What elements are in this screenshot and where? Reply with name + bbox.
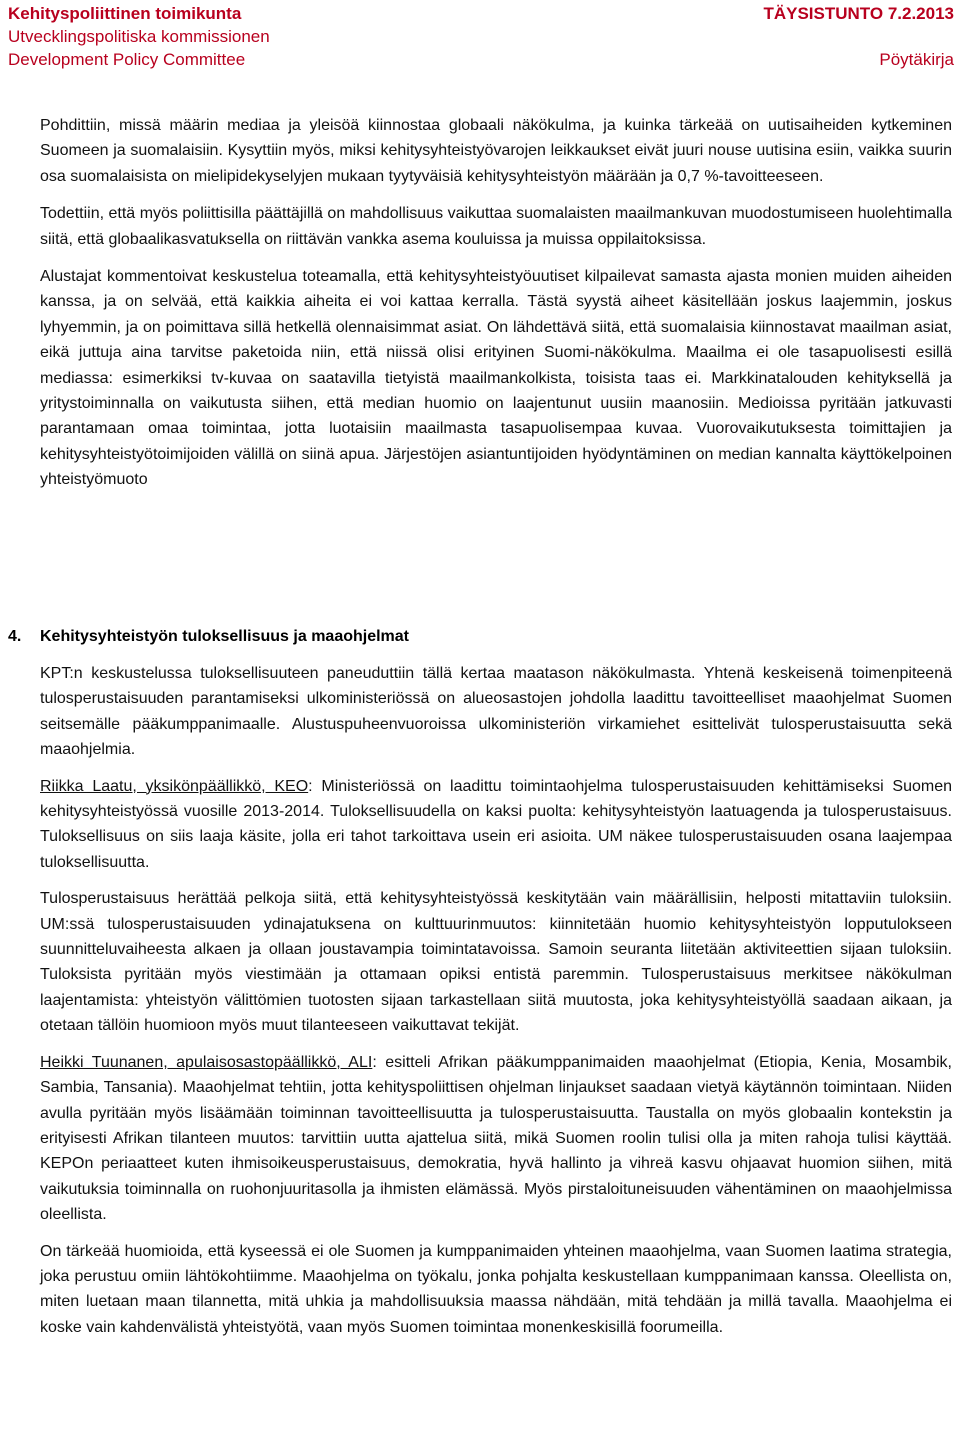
paragraph-text: : esitteli Afrikan pääkumppanimaiden maaohjelmat (Etiopia, Kenia, Mosambik, Sambia, Tansania). Maaohjelmat tehtiin, jotta kehityspoliittisen ohjelman linjaukset saadaan vietyä käytännön toimintaan. Niiden avulla pyritään myös lisäämään toiminnan tavoitteellisuutta ja tulosperustaisuutta. Taustalla on myös globaalin kontekstin ja erityisesti Afrikan tilanteen muutos: tarvittiin uutta ajattelua siitä, mikä Suomen roolin tulisi olla ja miten rahoja tulisi käyttää. KEPOn periaatteet kuten ihmisoikeusperustaisuus, demokratia, hyvä hallinto ja vihreä kasvu ohjaavat huomion siihen, mitä vaikutuksia toiminnalla on ruohonjuuritasolla ja ihmisten elämässä. Myös pirstaloituneisuuden vähentäminen on maaohjelmissa oleellista. (40, 1053, 953, 1224)
paragraph (40, 774, 952, 876)
org-name-en: Development Policy Committee (8, 50, 246, 69)
paragraph-text: KPT:n keskustelussa tuloksellisuuteen paneuduttiin tällä kertaa maatason näkökulmasta. Yhtenä keskeisenä toimenpiteenä tulosperustaisuuden parantamiseksi ulkoministeriössä on alueosastojen johdolla laadittu tavoitteelliset maaohjelmat Suomen seitsemälle pääkumppanimaalle. Alustuspuheenvuoroissa ulkoministeriön virkamiehet esittelivät tulosperustaisuutta sekä maaohjelmia. (40, 665, 952, 759)
section-body (40, 661, 952, 1351)
paragraph (40, 1239, 952, 1341)
document-type: Pöytäkirja (879, 50, 954, 69)
section-number: 4. (8, 628, 22, 645)
paragraph: Alustajat kommentoivat keskustelua toteamalla, että kehitysyhteistyöuutiset kilpailevat samasta ajasta monien muiden aiheiden kanssa, ja on selvää, että kaikkia aiheita ei voi kattaa kerralla. Tästä syystä aiheet käsitellään joskus laajemmin, joskus lyhyemmin, ja on poimittava sillä hetkellä olennaisimmat asiat. On lähdettävä siitä, että suomalaisia kiinnostavat maailman asiat, eikä juttuja aina tarvitse paketoida niin, että niissä olisi erityinen Suomi-näkökulma. Maailma ei ole tasapuolisesti esillä mediassa: esimerkiksi tv-kuvaa on saatavilla tietyistä maailmankolkista, toisista taas ei. Markkinatalouden kehityksellä ja yritystoiminnalla on vaikutusta siihen, että median huomio on laajentunut uusiin maanosiin. Medioissa pyritään jatkuvasti parantamaan omaa toimintaa, jotta luotaisiin maailmasta tasapuolisempaa kuvaa. Vuorovaikutuksesta toimittajien ja kehitysyhteistyötoimijoiden välillä on siinä apua. Järjestöjen asiantuntijoiden hyödyntäminen on median kannalta käyttökelpoinen yhteistyömuoto (40, 268, 952, 489)
header-row-1 (8, 2, 954, 25)
meeting-title: TÄYSISTUNTO 7.2.2013 (763, 4, 954, 23)
body-text (40, 113, 952, 505)
paragraph (40, 661, 952, 763)
paragraph-text: Tulosperustaisuus herättää pelkoja siitä, että kehitysyhteistyössä keskitytään vain määrällisiin, helposti mitattaviin tuloksiin. UM:ssä tulosperustaisuuden ydinajatuksena on kulttuurinmuutos: kiinnitetään huomio kehitysyhteistyön lopputulokseen suunnitteluvaiheesta alkaen ja ollaan joustavampia toimintatavoissa. Samoin seuranta liitetään aktiviteettien sijaan tuloksiin. Tuloksista pyritään myös viestimään ja ottamaan opiksi entistä paremmin. Tulosperustaisuus merkitsee näkökulman laajentamista: yhteistyön välittömien tuotosten sijaan tarkastellaan siitä muutosta, joka kehitysyhteistyöllä saadaan aikaan, ja otetaan tällöin huomioon myös muut tilanteeseen vaikuttavat tekijät. (40, 890, 952, 1035)
header-row-2 (8, 25, 954, 48)
paragraph: Todettiin, että myös poliittisilla päättäjillä on mahdollisuus vaikuttaa suomalaisten maailmankuvan muodostumiseen huolehtimalla siitä, että globaalikasvatuksella on riittävän vankka asema kouluissa ja muissa oppilaitoksissa. (40, 205, 952, 248)
org-name-fi: Kehityspoliittinen toimikunta (8, 4, 242, 23)
paragraph (40, 1050, 952, 1228)
paragraph: Pohdittiin, missä määrin mediaa ja yleisöä kiinnostaa globaali näkökulma, ja kuinka tärkeää on uutisaiheiden kytkeminen Suomeen ja suomalaisiin. Kysyttiin myös, miksi kehitysyhteistyövarojen leikkaukset eivät juuri nouse uutisina esiin, vaikka suurin osa suomalaisista on mielipidekyselyjen mukaan tyytyväisiä kehitysyhteistyön määrään ja 0,7 %-tavoitteeseen. (40, 117, 952, 185)
paragraph-text: : Ministeriössä on laadittu toimintaohjelma tulosperustaisuuden kehittämiseksi Suomen kehitysyhteistyössä vuosille 2013-2014. Tuloksellisuudella on kaksi puolta: kehitysyhteistyön laatuagenda ja tulosperustaisuus. Tuloksellisuus on siis laaja käsite, jolla eri tahot tarkoittava usein eri asioita. UM näkee tulosperustaisuuden osana laajempaa tuloksellisuutta. (40, 777, 952, 871)
paragraph (40, 886, 952, 1038)
header-row-3 (8, 48, 954, 71)
section-heading (8, 625, 952, 649)
page-header (8, 2, 954, 71)
org-name-sv: Utvecklingspolitiska kommissionen (8, 27, 270, 46)
paragraph-text: On tärkeää huomioida, että kyseessä ei ole Suomen ja kumppanimaiden yhteinen maaohjelma, vaan Suomen laatima strategia, joka perustuu omiin lähtökohtiimme. Maaohjelma on työkalu, jonka pohjalta keskustellaan kumppanimaan kanssa. Oleellista on, miten luetaan maan tilannetta, mitä uhkia ja mahdollisuuksia maassa nähdään, mitä tehdään ja millä tavalla. Maaohjelma ei koske vain kahdenvälistä yhteistyötä, vaan myös Suomen toimintaa monenkeskisillä foorumeilla. (40, 1242, 952, 1336)
speaker-name: Heikki Tuunanen, apulaisosastopäällikkö, ALI (40, 1053, 373, 1071)
speaker-name: Riikka Laatu, yksikönpäällikkö, KEO (40, 777, 309, 795)
section-title: Kehitysyhteistyön tuloksellisuus ja maaohjelmat (40, 628, 409, 645)
